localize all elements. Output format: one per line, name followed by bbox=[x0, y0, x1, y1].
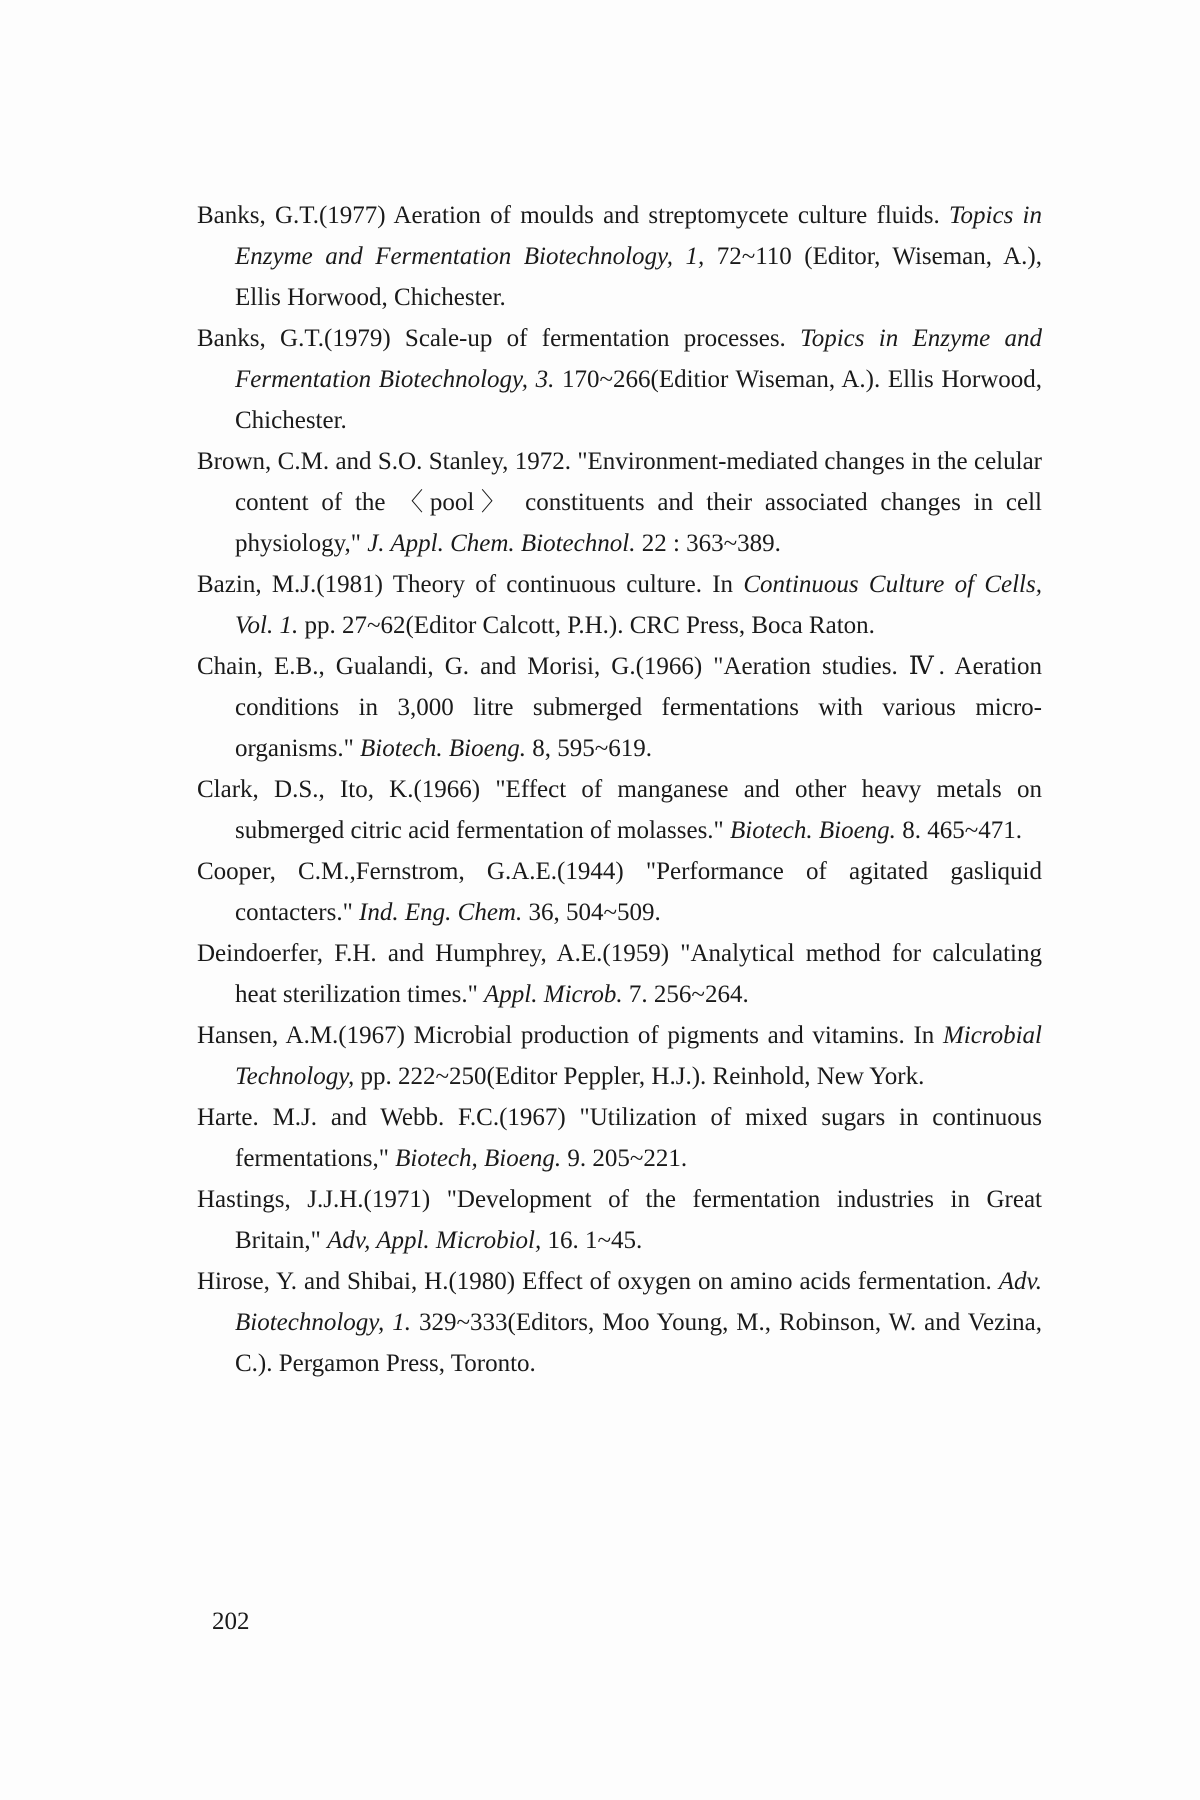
reference-chain-1966: Chain, E.B., Gualandi, G. and Morisi, G.(1966) "Aeration studies. Ⅳ. Aeration conditions in 3,000 litre submerged fermentations with various micro-organisms." Biotech. Bioeng. 8, 595~619. bbox=[197, 653, 1042, 762]
reference-clark-1966: Clark, D.S., Ito, K.(1966) "Effect of manganese and other heavy metals on submerged citric acid fermentation of molasses." Biotech. Bioeng. 8. 465~471. bbox=[197, 776, 1042, 844]
reference-hirose-1980: Hirose, Y. and Shibai, H.(1980) Effect of oxygen on amino acids fermentation. Adv. Biotechnology, 1. 329~333(Editors, Moo Young, M., Robinson, W. and Vezina, C.). Pergamon Press, Toronto. bbox=[197, 1268, 1042, 1377]
reference-hastings-1971: Hastings, J.J.H.(1971) "Development of the fermentation industries in Great Britain," Adv, Appl. Microbiol, 16. 1~45. bbox=[197, 1186, 1042, 1254]
page-number: 202 bbox=[212, 1608, 250, 1635]
reference-banks-1979: Banks, G.T.(1979) Scale-up of fermentation processes. Topics in Enzyme and Fermentation Biotechnology, 3. 170~266(Editior Wiseman, A.). Ellis Horwood, Chichester. bbox=[197, 325, 1042, 434]
reference-deindoerfer-1959: Deindoerfer, F.H. and Humphrey, A.E.(1959) "Analytical method for calculating heat sterilization times." Appl. Microb. 7. 256~264. bbox=[197, 940, 1042, 1008]
reference-harte-1967: Harte. M.J. and Webb. F.C.(1967) "Utilization of mixed sugars in continuous fermentations," Biotech, Bioeng. 9. 205~221. bbox=[197, 1104, 1042, 1172]
reference-brown-1972: Brown, C.M. and S.O. Stanley, 1972. "Environment-mediated changes in the celular content of the 〈pool〉 constituents and their associated changes in cell physiology," J. Appl. Chem. Biotechnol. 22 : 363~389. bbox=[197, 448, 1042, 557]
reference-hansen-1967: Hansen, A.M.(1967) Microbial production of pigments and vitamins. In Microbial Technology, pp. 222~250(Editor Peppler, H.J.). Reinhold, New York. bbox=[197, 1022, 1042, 1090]
reference-cooper-1944: Cooper, C.M.,Fernstrom, G.A.E.(1944) "Performance of agitated gasliquid contacters." Ind. Eng. Chem. 36, 504~509. bbox=[197, 858, 1042, 926]
reference-list bbox=[197, 195, 1042, 1384]
reference-bazin-1981: Bazin, M.J.(1981) Theory of continuous culture. In Continuous Culture of Cells, Vol. 1. pp. 27~62(Editor Calcott, P.H.). CRC Press, Boca Raton. bbox=[197, 571, 1042, 639]
reference-banks-1977: Banks, G.T.(1977) Aeration of moulds and streptomycete culture fluids. Topics in Enzyme and Fermentation Biotechnology, 1, 72~110 (Editor, Wiseman, A.), Ellis Horwood, Chichester. bbox=[197, 202, 1042, 311]
